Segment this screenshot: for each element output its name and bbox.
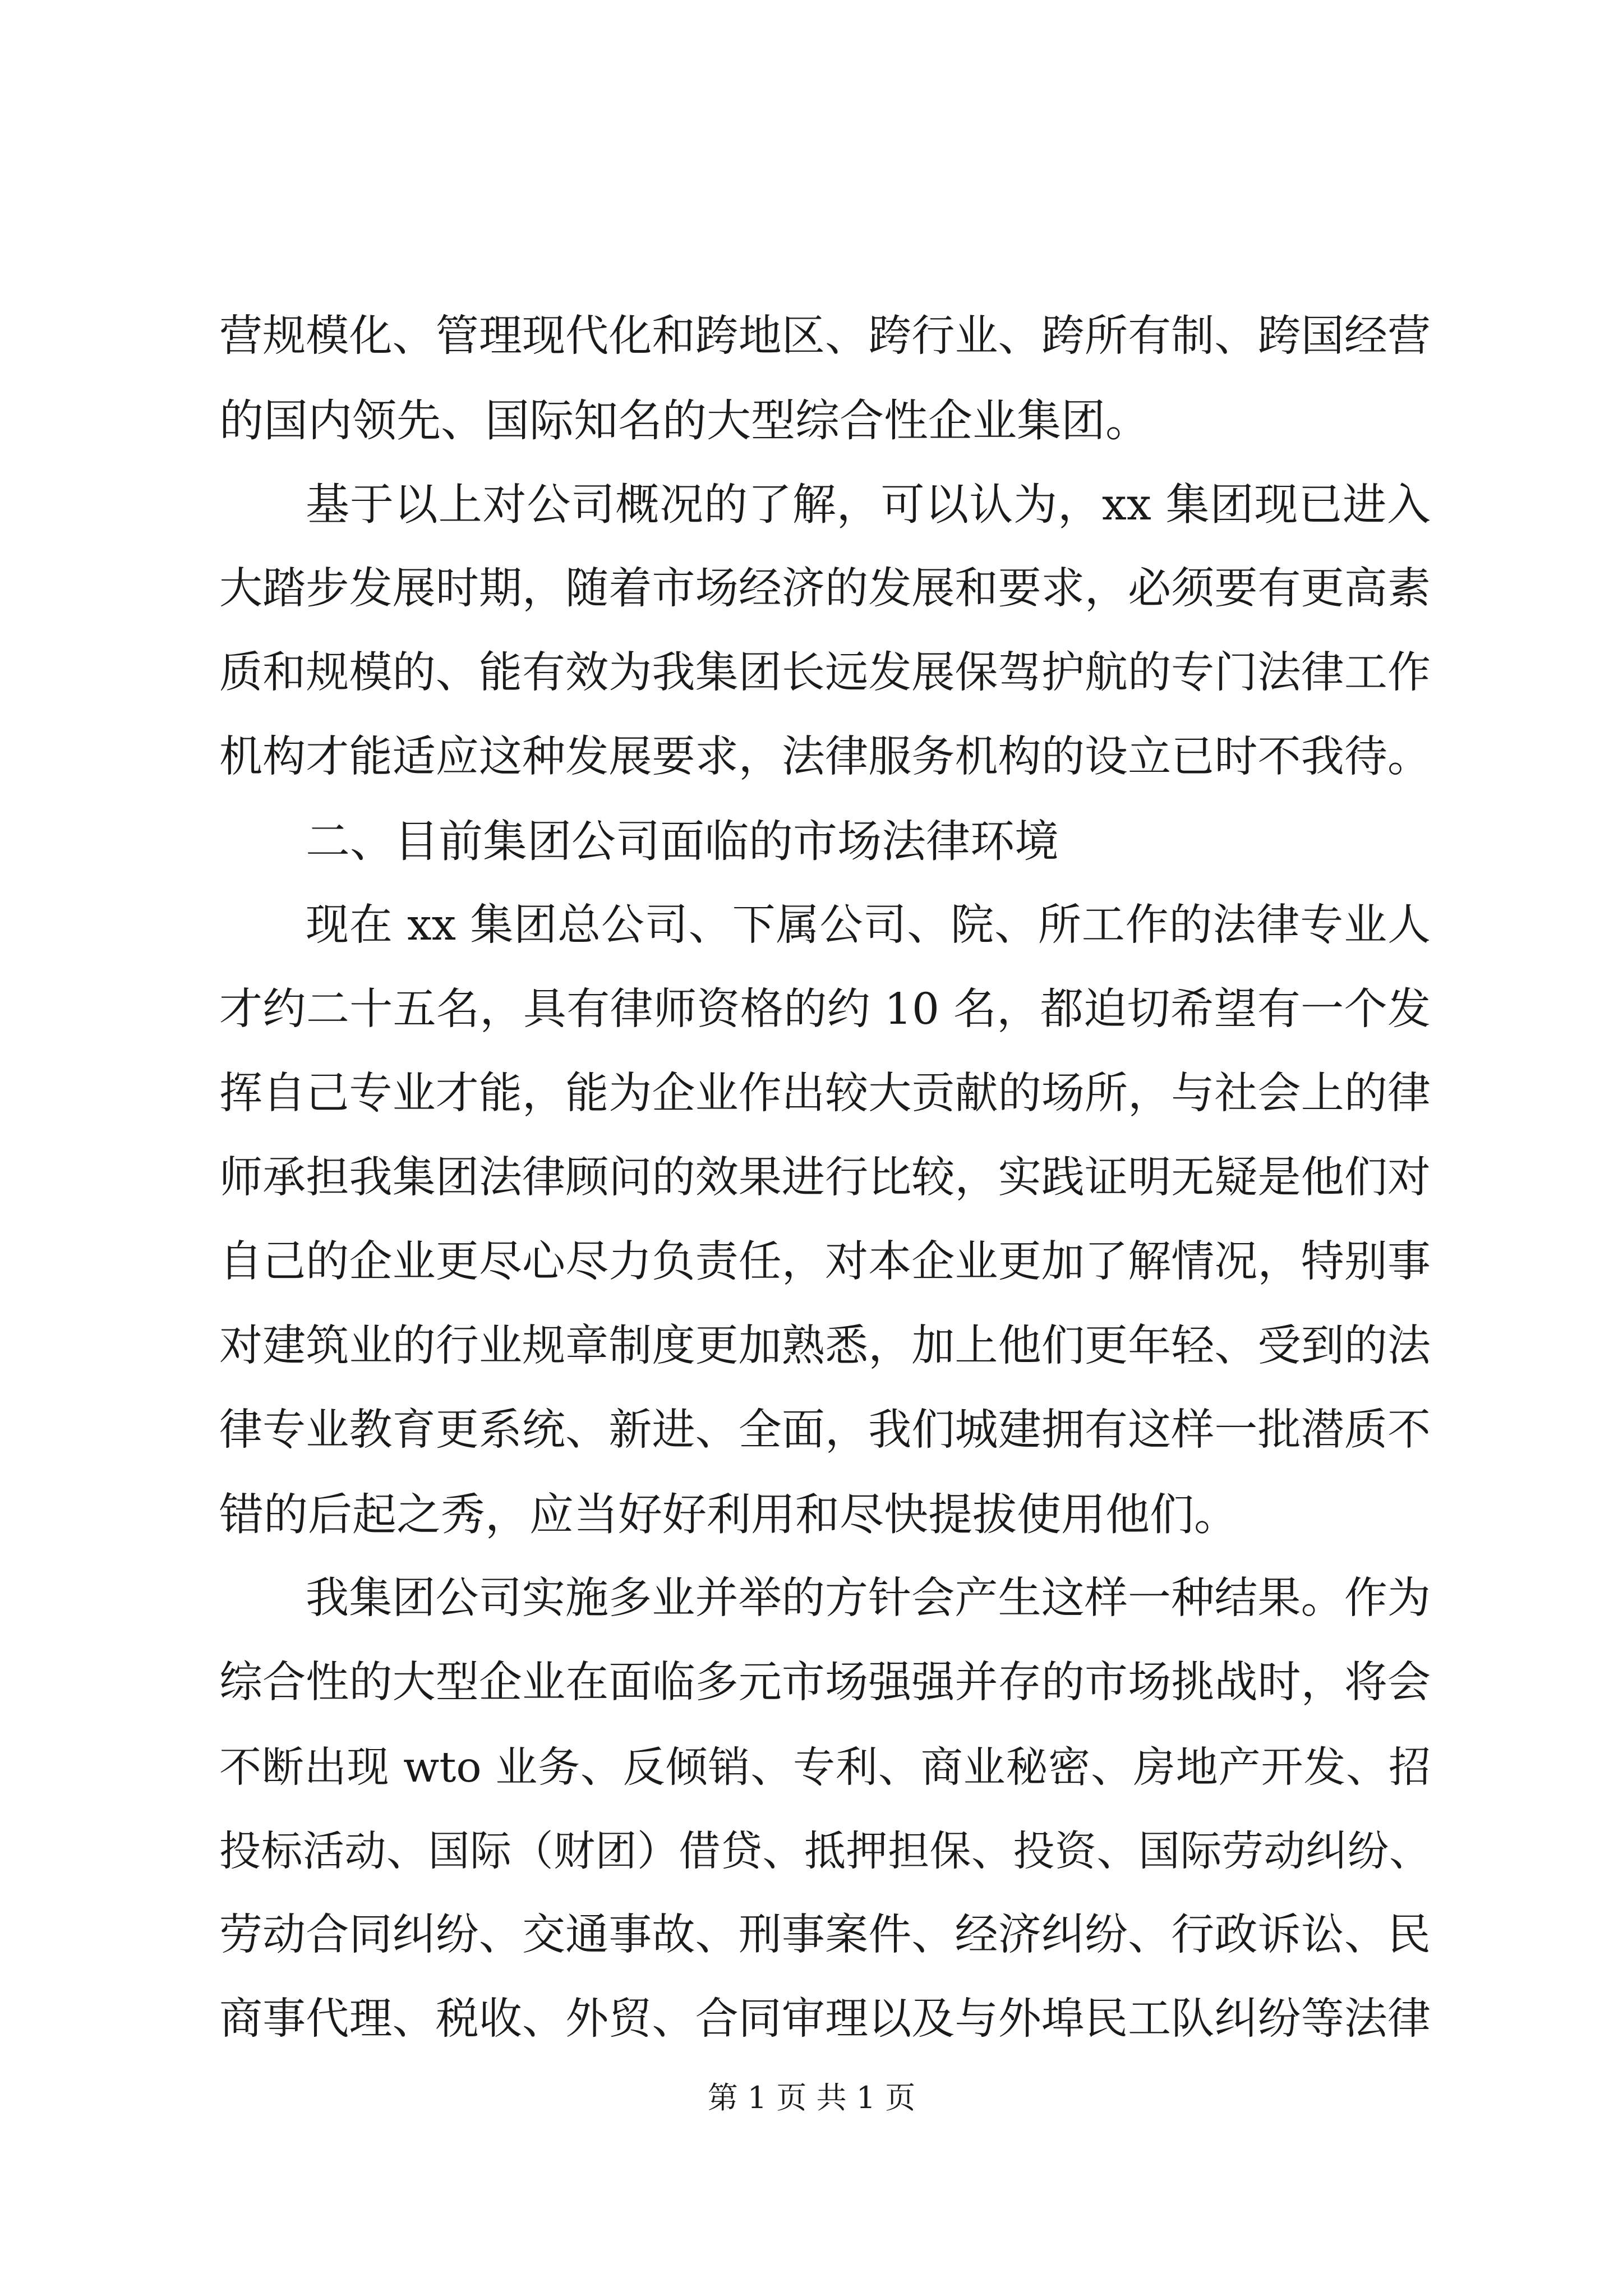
text-line: 基于以上对公司概况的了解，可以认为，xx 集团现已进入	[306, 480, 1431, 530]
text-line: 师承担我集团法律顾问的效果进行比较，实践证明无疑是他们对	[219, 1153, 1431, 1203]
text-line: 才约二十五名，具有律师资格的约 10 名，都迫切希望有一个发	[219, 984, 1431, 1034]
text-line: 我集团公司实施多业并举的方针会产生这样一种结果。作为	[306, 1573, 1431, 1623]
text-line: 对建筑业的行业规章制度更加熟悉，加上他们更年轻、受到的法	[219, 1321, 1431, 1371]
text-line: 的国内领先、国际知名的大型综合性企业集团。	[219, 395, 1150, 447]
text-line: 机构才能适应这种发展要求，法律服务机构的设立已时不我待。	[219, 732, 1431, 782]
text-line: 现在 xx 集团总公司、下属公司、院、所工作的法律专业人	[306, 900, 1431, 950]
text-line: 商事代理、税收、外贸、合同审理以及与外埠民工队纠纷等法律	[219, 1994, 1431, 2044]
text-line: 不断出现 wto 业务、反倾销、专利、商业秘密、房地产开发、招	[219, 1742, 1431, 1792]
text-line: 错的后起之秀，应当好好利用和尽快提拔使用他们。	[219, 1489, 1238, 1540]
page-footer: 第 1 页 共 1 页	[707, 2080, 916, 2115]
text-line: 质和规模的、能有效为我集团长远发展保驾护航的专门法律工作	[219, 648, 1431, 698]
text-line: 挥自己专业才能，能为企业作出较大贡献的场所，与社会上的律	[219, 1069, 1431, 1119]
text-line: 投标活动、国际（财团）借贷、抵押担保、投资、国际劳动纠纷、	[219, 1827, 1431, 1875]
text-line: 劳动合同纠纷、交通事故、刑事案件、经济纠纷、行政诉讼、民	[219, 1910, 1431, 1960]
text-line: 大踏步发展时期，随着市场经济的发展和要求，必须要有更高素	[219, 564, 1431, 614]
text-line: 综合性的大型企业在面临多元市场强强并存的市场挑战时，将会	[219, 1658, 1431, 1708]
text-line: 律专业教育更系统、新进、全面，我们城建拥有这样一批潜质不	[219, 1405, 1431, 1455]
text-line: 营规模化、管理现代化和跨地区、跨行业、跨所有制、跨国经营	[219, 311, 1431, 361]
section-heading: 二、目前集团公司面临的市场法律环境	[306, 816, 1059, 867]
text-line: 自己的企业更尽心尽力负责任，对本企业更加了解情况，特别事	[219, 1237, 1431, 1287]
